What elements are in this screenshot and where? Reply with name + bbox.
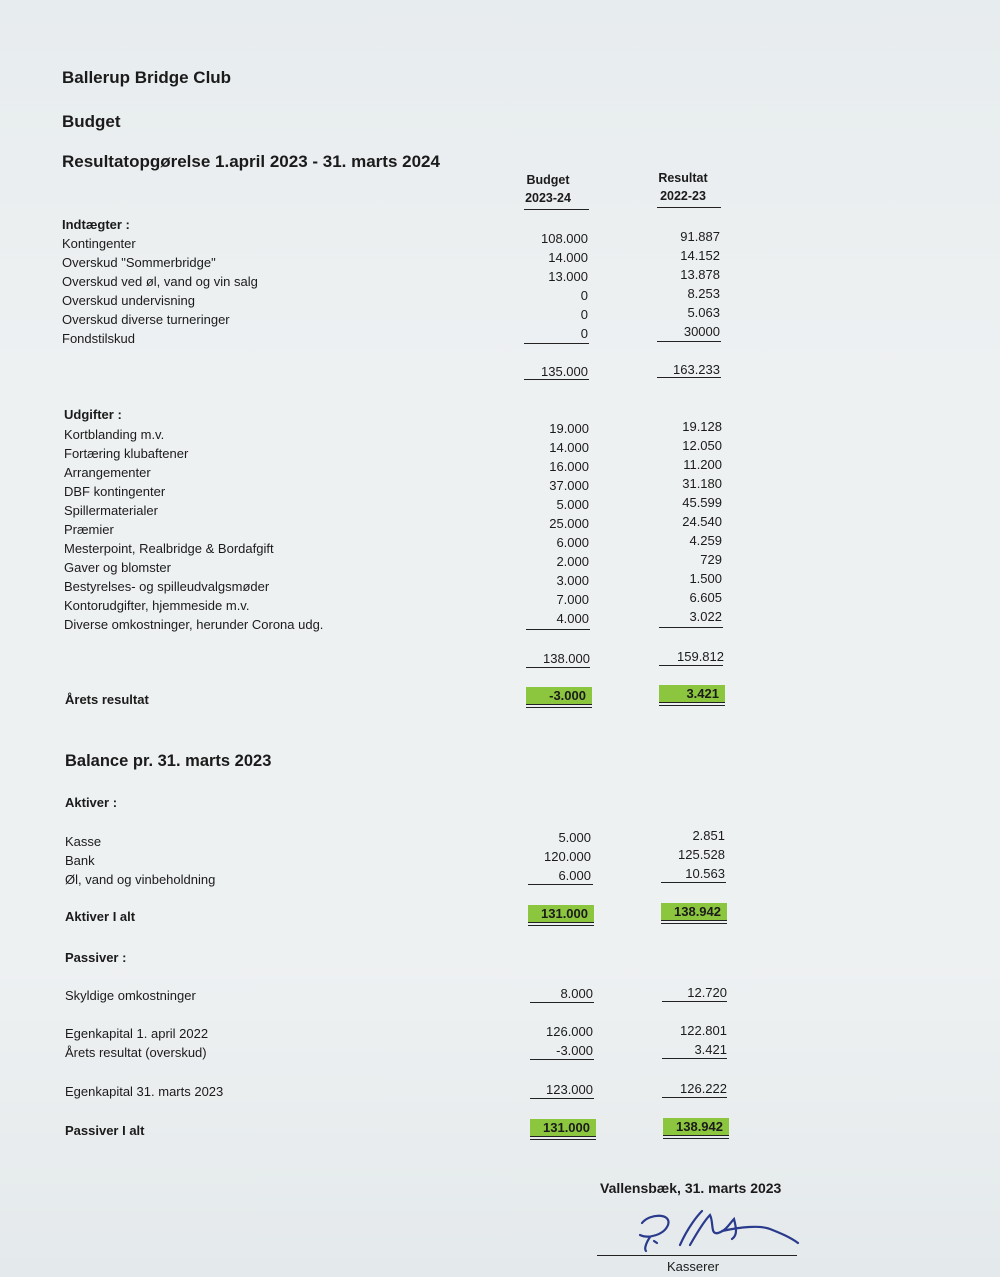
- year-result-double-rule: [659, 702, 725, 706]
- year-result-double-rule: [526, 704, 592, 708]
- assets-total-double-rule: [528, 922, 594, 926]
- row-budget: 0: [580, 288, 588, 303]
- doc-title: Budget: [62, 112, 121, 131]
- expense-total-rule: [659, 665, 723, 666]
- accrued-label: Skyldige omkostninger: [65, 988, 196, 1003]
- row-label: Arrangementer: [64, 465, 151, 480]
- income-total-rule: [524, 379, 589, 380]
- col-budget-header: Budget: [526, 173, 570, 187]
- row-label: Bank: [65, 853, 95, 868]
- col-result-underline: [657, 207, 721, 208]
- expense-subtotal-rule: [526, 629, 590, 630]
- row-result: 30000: [683, 324, 720, 339]
- row-result: 10.563: [685, 866, 725, 881]
- income-statement-title: Resultatopgørelse 1.april 2023 - 31. marts 2024: [62, 152, 440, 171]
- row-label: Overskud undervisning: [62, 293, 195, 308]
- row-budget: 0: [580, 326, 588, 341]
- row-budget: 120.000: [544, 849, 591, 864]
- equity-subtotal-rule: [530, 1059, 594, 1060]
- equity-start-budget: 126.000: [546, 1024, 593, 1039]
- col-budget-period: 2023-24: [525, 191, 571, 205]
- row-label: Gaver og blomster: [64, 560, 171, 575]
- row-budget: 0: [580, 307, 588, 322]
- row-result: 729: [700, 552, 722, 567]
- row-budget: 14.000: [549, 440, 589, 455]
- col-result-header: Resultat: [658, 171, 708, 185]
- balance-title: Balance pr. 31. marts 2023: [65, 752, 272, 770]
- balance-year-result-label: Årets resultat (overskud): [65, 1045, 207, 1060]
- signature-line: [597, 1255, 797, 1256]
- accrued-rule: [662, 1001, 727, 1002]
- year-result-label: Årets resultat: [65, 692, 149, 707]
- row-result: 8.253: [687, 286, 720, 301]
- row-result: 45.599: [682, 495, 722, 510]
- row-label: Overskud "Sommerbridge": [62, 255, 216, 270]
- row-label: Spillermaterialer: [64, 503, 158, 518]
- balance-year-result-result: 3.421: [694, 1042, 727, 1057]
- expense-subtotal-rule: [659, 627, 723, 628]
- income-subtotal-rule: [524, 343, 589, 344]
- year-result-result: 3.421: [659, 685, 725, 702]
- row-result: 125.528: [678, 847, 725, 862]
- row-result: 4.259: [689, 533, 722, 548]
- income-header: Indtægter :: [62, 217, 130, 232]
- row-label: Øl, vand og vinbeholdning: [65, 872, 216, 887]
- place-date: Vallensbæk, 31. marts 2023: [600, 1180, 782, 1196]
- expense-total-result: 159.812: [677, 649, 724, 664]
- assets-subtotal-rule: [528, 884, 593, 885]
- row-budget: 37.000: [549, 478, 589, 493]
- row-budget: 6.000: [558, 868, 591, 883]
- row-budget: 5.000: [556, 497, 589, 512]
- equity-start-result: 122.801: [680, 1023, 727, 1038]
- assets-header: Aktiver :: [65, 795, 118, 810]
- row-budget: 4.000: [556, 611, 589, 626]
- row-label: Kontingenter: [62, 236, 136, 251]
- assets-total-result: 138.942: [661, 903, 727, 920]
- row-budget: 7.000: [556, 592, 589, 607]
- row-label: Fortæring klubaftener: [64, 446, 189, 461]
- row-budget: 13.000: [548, 269, 588, 284]
- income-total-budget: 135.000: [541, 364, 588, 379]
- expense-total-rule: [526, 667, 590, 668]
- row-label: Kortblanding m.v.: [64, 427, 165, 442]
- assets-total-double-rule: [661, 920, 727, 924]
- row-result: 19.128: [682, 419, 722, 434]
- col-budget-underline: [524, 209, 589, 210]
- liabilities-total-double-rule: [530, 1136, 596, 1140]
- equity-start-label: Egenkapital 1. april 2022: [65, 1026, 209, 1041]
- accrued-result: 12.720: [687, 985, 727, 1000]
- liabilities-header: Passiver :: [65, 950, 127, 965]
- row-budget: 16.000: [549, 459, 589, 474]
- row-budget: 14.000: [548, 250, 588, 265]
- row-result: 31.180: [682, 476, 722, 491]
- assets-total-budget: 131.000: [528, 905, 594, 922]
- row-budget: 3.000: [556, 573, 589, 588]
- equity-subtotal-rule: [662, 1058, 727, 1059]
- row-result: 12.050: [682, 438, 722, 453]
- row-label: Overskud ved øl, vand og vin salg: [62, 274, 258, 289]
- equity-end-label: Egenkapital 31. marts 2023: [65, 1084, 224, 1099]
- row-label: Bestyrelses- og spilleudvalgsmøder: [64, 579, 270, 594]
- row-result: 24.540: [682, 514, 722, 529]
- liabilities-total-result: 138.942: [663, 1118, 729, 1135]
- row-label: Kontorudgifter, hjemmeside m.v.: [64, 598, 250, 613]
- row-label: Præmier: [64, 522, 114, 537]
- row-budget: 19.000: [549, 421, 589, 436]
- signature-scribble: [610, 1205, 810, 1255]
- row-label: Kasse: [65, 834, 102, 849]
- row-budget: 108.000: [541, 231, 588, 246]
- row-result: 91.887: [680, 229, 720, 244]
- row-result: 14.152: [680, 248, 720, 263]
- balance-year-result-budget: -3.000: [556, 1043, 593, 1058]
- org-name: Ballerup Bridge Club: [62, 68, 232, 87]
- expense-total-budget: 138.000: [543, 651, 590, 666]
- year-result-budget: -3.000: [526, 687, 592, 704]
- accrued-rule: [530, 1002, 594, 1003]
- income-subtotal-rule: [657, 341, 721, 342]
- row-label: Fondstilskud: [62, 331, 135, 346]
- expense-header: Udgifter :: [64, 407, 122, 422]
- col-result-period: 2022-23: [660, 189, 706, 203]
- income-total-rule: [657, 377, 721, 378]
- row-budget: 5.000: [558, 830, 591, 845]
- row-result: 2.851: [692, 828, 725, 843]
- assets-total-label: Aktiver I alt: [65, 909, 136, 924]
- liabilities-total-double-rule: [663, 1135, 729, 1139]
- row-label: DBF kontingenter: [64, 484, 166, 499]
- income-total-result: 163.233: [673, 362, 720, 377]
- accrued-budget: 8.000: [560, 986, 593, 1001]
- assets-subtotal-rule: [661, 882, 726, 883]
- row-label: Mesterpoint, Realbridge & Bordafgift: [64, 541, 274, 556]
- row-result: 3.022: [689, 609, 722, 624]
- row-result: 13.878: [680, 267, 720, 282]
- row-budget: 2.000: [556, 554, 589, 569]
- equity-end-budget: 123.000: [546, 1082, 593, 1097]
- row-label: Overskud diverse turneringer: [62, 312, 230, 327]
- row-label: Diverse omkostninger, herunder Corona udg.: [64, 617, 324, 632]
- row-result: 6.605: [689, 590, 722, 605]
- signer-role: Kasserer: [667, 1259, 720, 1274]
- row-result: 5.063: [687, 305, 720, 320]
- liabilities-total-budget: 131.000: [530, 1119, 596, 1136]
- equity-end-rule: [530, 1098, 594, 1099]
- liabilities-total-label: Passiver I alt: [65, 1123, 145, 1138]
- equity-end-result: 126.222: [680, 1081, 727, 1096]
- row-result: 11.200: [683, 457, 722, 472]
- row-result: 1.500: [689, 571, 722, 586]
- row-budget: 25.000: [549, 516, 589, 531]
- equity-end-rule: [662, 1097, 727, 1098]
- row-budget: 6.000: [556, 535, 589, 550]
